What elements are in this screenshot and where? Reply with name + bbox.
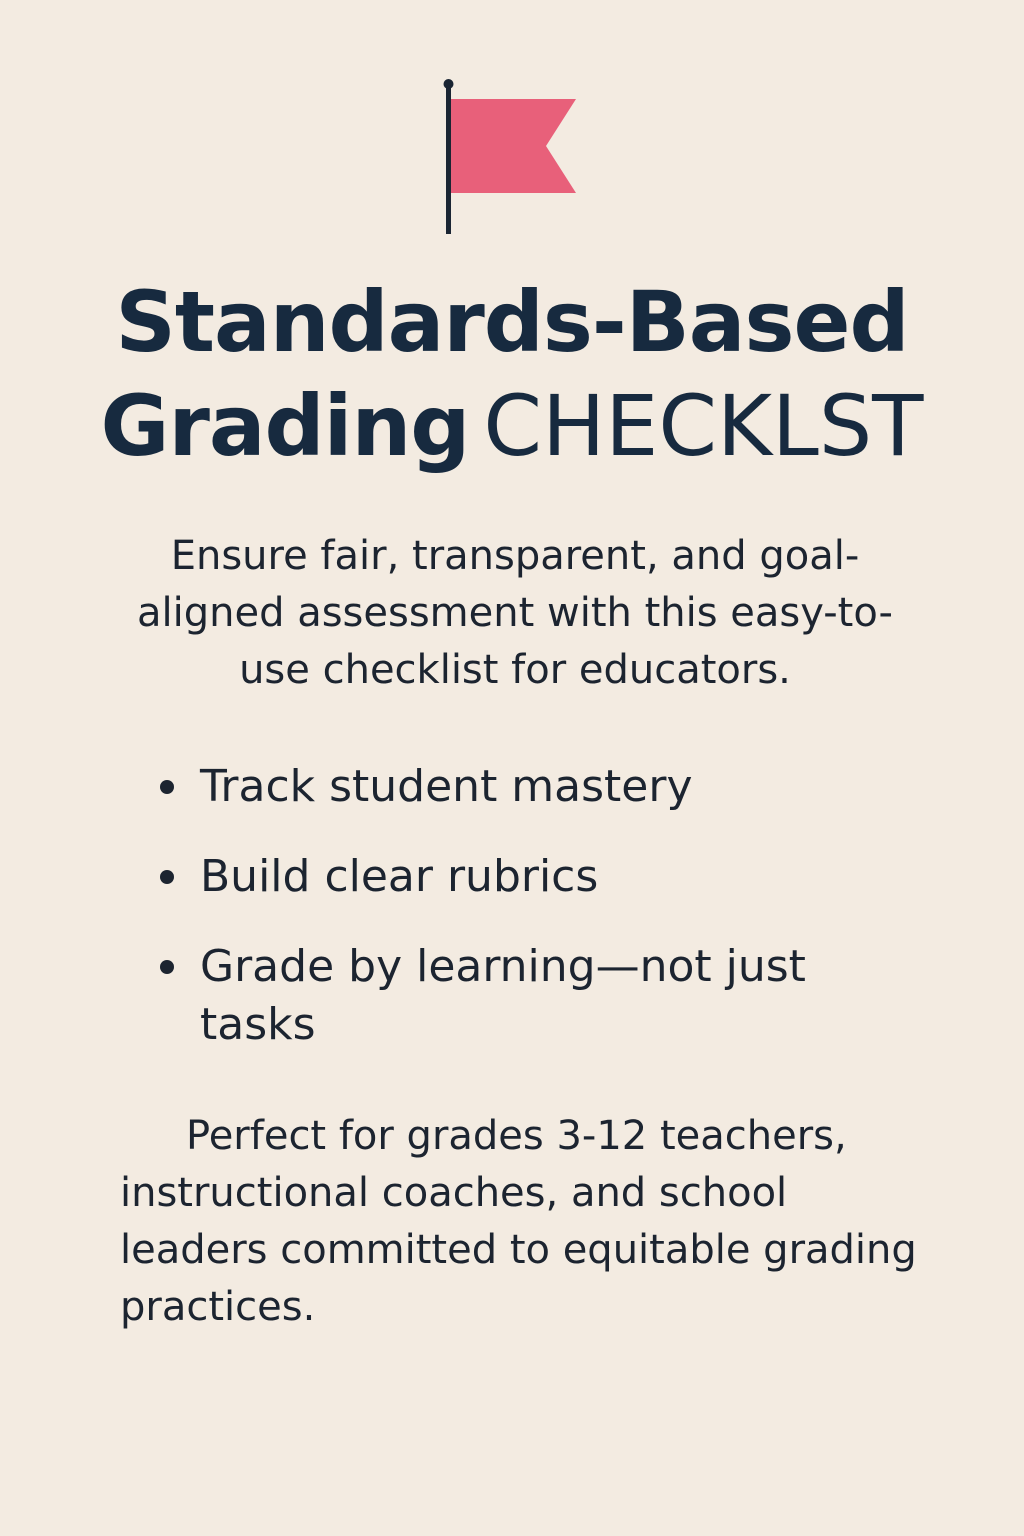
list-item-text: Track student mastery bbox=[200, 761, 693, 812]
list-item-text: Build clear rubrics bbox=[200, 851, 599, 902]
closing-text: Perfect for grades 3-12 teachers, instructional coaches, and school leaders committed to equitable grading practices. bbox=[120, 1113, 917, 1330]
title-grading: Grading bbox=[100, 377, 470, 475]
list-item-text: Grade by learning—not just tasks bbox=[200, 941, 806, 1050]
bullet-icon bbox=[160, 780, 174, 794]
flag-pole bbox=[446, 84, 451, 234]
bullet-list bbox=[160, 758, 880, 1086]
bullet-icon bbox=[160, 960, 174, 974]
page-title bbox=[0, 270, 1024, 478]
title-line-2 bbox=[0, 374, 1024, 478]
list-item bbox=[160, 938, 880, 1054]
flag-icon bbox=[436, 78, 586, 238]
list-item bbox=[160, 758, 880, 816]
title-line-1: Standards-Based bbox=[115, 273, 909, 371]
title-checklist: CHECKLST bbox=[483, 377, 924, 475]
bullet-icon bbox=[160, 870, 174, 884]
intro-text: Ensure fair, transparent, and goal-aligned assessment with this easy-to-use checklist for educators. bbox=[137, 533, 893, 693]
flag-cloth bbox=[451, 99, 576, 193]
list-item bbox=[160, 848, 880, 906]
flag-pole-cap bbox=[444, 79, 454, 89]
